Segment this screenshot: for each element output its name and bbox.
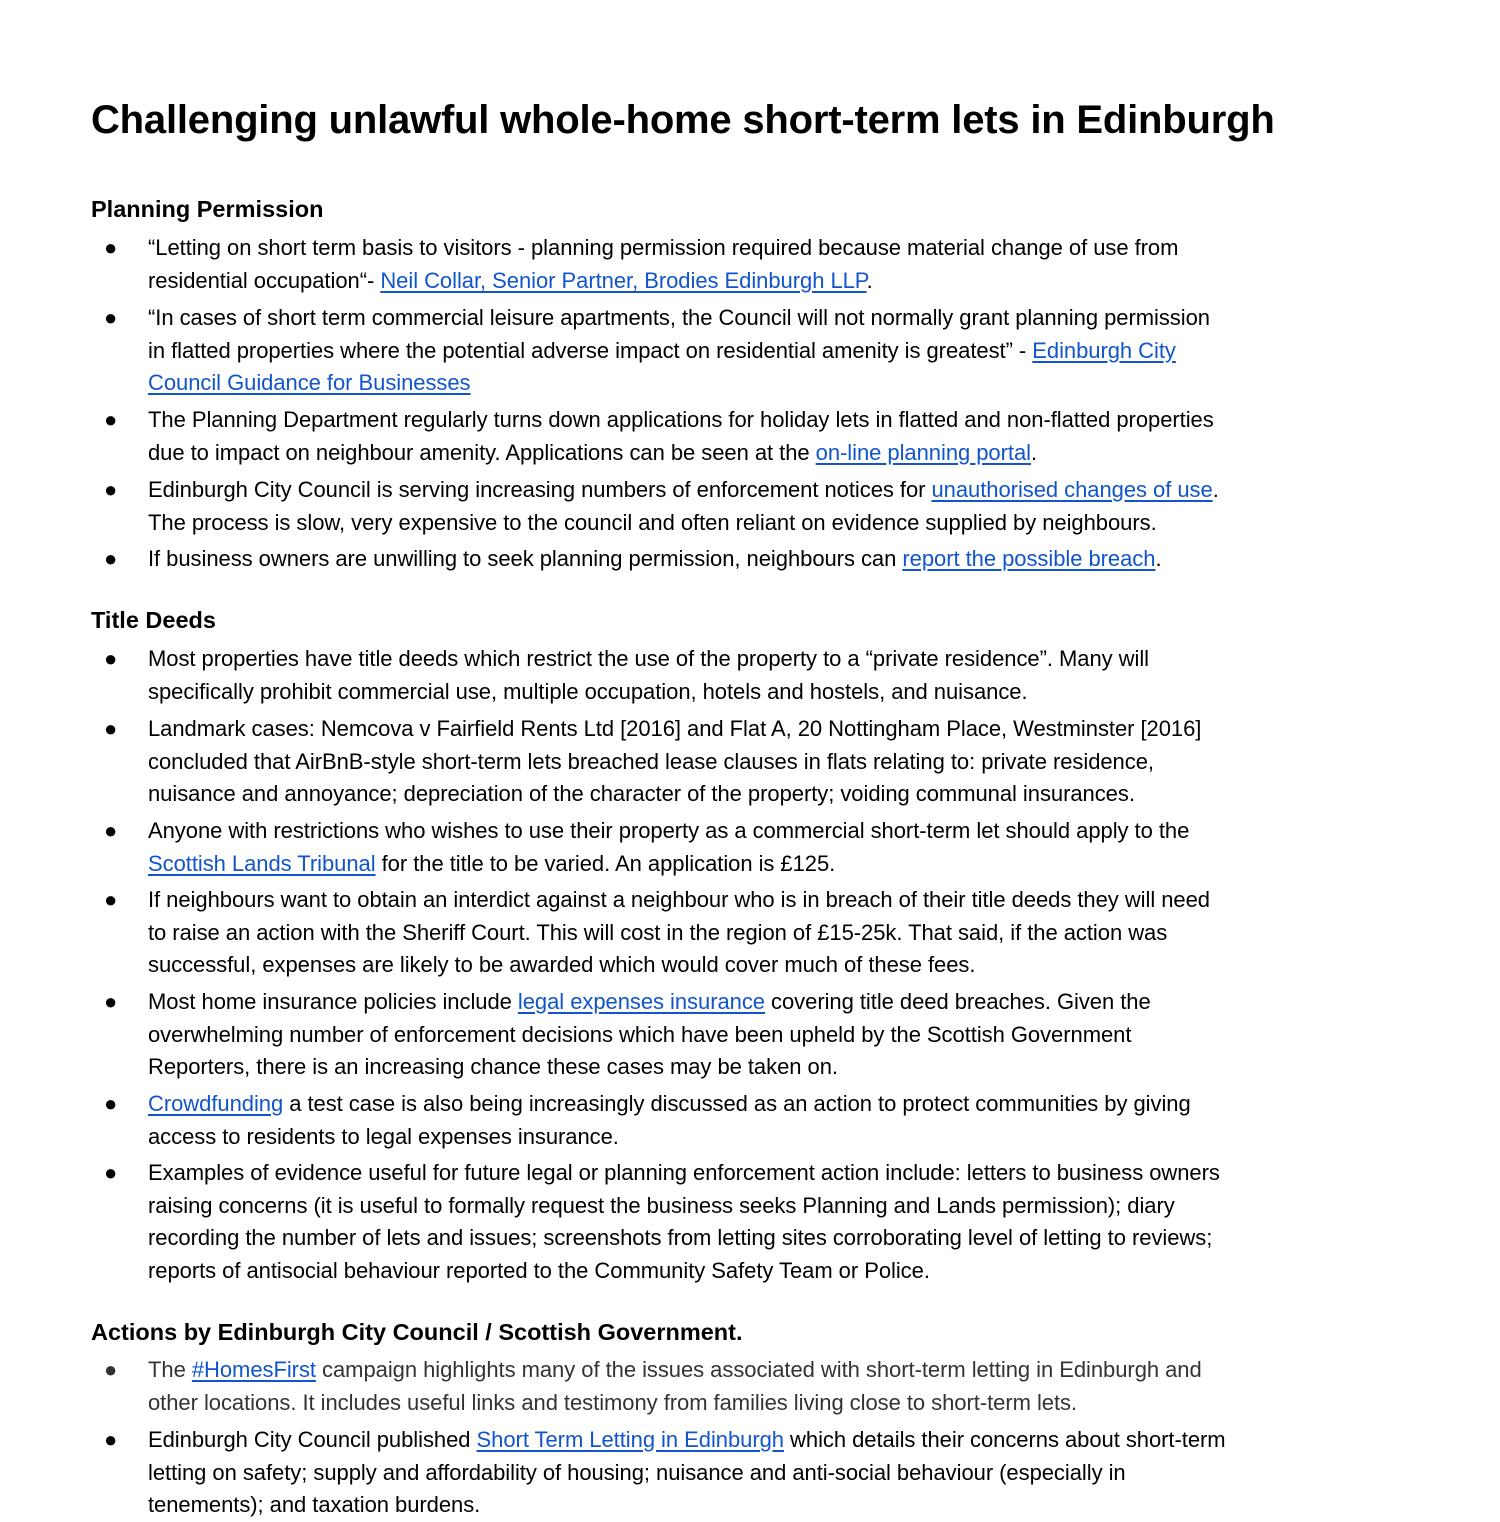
text-line: [148, 713, 1408, 746]
text-run: covering title deed breaches. Given the: [764, 989, 1151, 1014]
text-run: Most properties have title deeds which restrict the use of the property to a “private residence”. Many will: [148, 646, 1150, 671]
text-run: The process is slow, very expensive to the council and often reliant on evidence supplied by neighbours.: [148, 509, 1157, 535]
text-line: [148, 746, 1408, 779]
hyperlink[interactable]: legal expenses insurance: [517, 989, 765, 1014]
text-run: If neighbours want to obtain an interdict against a neighbour who is in breach of their title deeds they will need: [148, 887, 1210, 912]
text-run: Landmark cases: Nemcova v Fairfield Rents Ltd [2016] and Flat A, 20 Nottingham Place, Westminster [2016]: [148, 716, 1202, 741]
bullet-icon: ●: [104, 305, 118, 330]
text-run: recording the number of lets and issues; screenshots from letting sites corroborating level of letting to reviews;: [148, 1225, 1213, 1251]
hyperlink[interactable]: Neil Collar, Senior Partner, Brodies Edinburgh LLP: [380, 267, 867, 293]
text-line: [148, 367, 1408, 400]
text-run: access to residents to legal expenses insurance.: [148, 1123, 619, 1149]
list-item-text: [148, 815, 1408, 880]
list-item-text: [148, 1424, 1408, 1522]
text-line: [148, 437, 1408, 470]
text-line: [148, 1387, 1408, 1420]
hyperlink[interactable]: Crowdfunding: [148, 1091, 284, 1116]
page-title: Challenging unlawful whole-home short-term lets in Edinburgh: [91, 98, 1275, 142]
section-heading: Title Deeds: [91, 607, 216, 633]
text-run: If business owners are unwilling to seek planning permission, neighbours can: [148, 546, 903, 571]
text-line: [148, 1222, 1408, 1255]
text-line: [148, 676, 1408, 709]
hyperlink[interactable]: Short Term Letting in Edinburgh: [476, 1427, 784, 1452]
list-item-text: [148, 884, 1408, 982]
text-run: Examples of evidence useful for future legal or planning enforcement action include: letters to business owners: [148, 1160, 1220, 1185]
hyperlink[interactable]: unauthorised changes of use: [931, 477, 1213, 502]
text-line: [148, 1424, 1408, 1457]
text-line: [148, 474, 1408, 507]
text-run: Edinburgh City Council published: [148, 1427, 477, 1452]
text-run: residential occupation“-: [148, 267, 381, 293]
text-run: .: [866, 267, 873, 293]
text-line: [148, 884, 1408, 917]
list-item-text: [148, 404, 1408, 469]
text-line: [148, 848, 1408, 881]
text-run: “In cases of short term commercial leisure apartments, the Council will not normally grant planning permission: [148, 305, 1210, 330]
bullet-icon: ●: [104, 1357, 118, 1382]
list-item-text: [148, 1088, 1408, 1153]
text-line: [148, 1088, 1408, 1121]
text-run: concluded that AirBnB-style short-term lets breached lease clauses in flats relating to: private residence,: [148, 748, 1154, 774]
bullet-icon: ●: [104, 989, 118, 1014]
bullet-icon: ●: [104, 407, 118, 432]
text-line: [148, 302, 1408, 335]
text-run: Edinburgh City Council is serving increasing numbers of enforcement notices for: [148, 477, 932, 502]
text-run: campaign highlights many of the issues associated with short-term letting in Edinburgh and: [315, 1357, 1202, 1382]
text-run: tenements); and taxation burdens.: [148, 1492, 481, 1518]
text-line: [148, 543, 1408, 576]
text-run: in flatted properties where the potential adverse impact on residential amenity is greatest” -: [148, 337, 1033, 363]
text-run: other locations. It includes useful links and testimony from families living close to short-term lets.: [148, 1389, 1078, 1415]
text-line: [148, 1489, 1408, 1522]
section-heading: Planning Permission: [91, 196, 324, 222]
hyperlink[interactable]: Council Guidance for Businesses: [148, 370, 471, 396]
text-line: [148, 507, 1408, 540]
text-line: [148, 232, 1408, 265]
bullet-icon: ●: [104, 1160, 118, 1185]
bullet-icon: ●: [104, 646, 118, 671]
list-item-text: [148, 474, 1408, 539]
list-item-text: [148, 713, 1408, 811]
bullet-icon: ●: [104, 887, 118, 912]
text-line: [148, 335, 1408, 368]
text-run: “Letting on short term basis to visitors - planning permission required because material change of use from: [148, 235, 1179, 260]
text-run: Most home insurance policies include: [148, 989, 518, 1014]
bullet-icon: ●: [104, 477, 118, 502]
list-item-text: [148, 1354, 1408, 1419]
bullet-icon: ●: [104, 235, 118, 260]
list-item-text: [148, 986, 1408, 1084]
text-line: [148, 778, 1408, 811]
text-run: specifically prohibit commercial use, multiple occupation, hotels and hostels, and nuisance.: [148, 678, 1028, 704]
bullet-icon: ●: [104, 716, 118, 741]
list-item-text: [148, 543, 1408, 576]
text-line: [148, 815, 1408, 848]
text-line: [148, 1051, 1408, 1084]
text-line: [148, 1354, 1408, 1387]
text-run: a test case is also being increasingly discussed as an action to protect communities by giving: [283, 1091, 1191, 1116]
text-line: [148, 404, 1408, 437]
text-run: .: [1155, 546, 1162, 571]
text-line: [148, 986, 1408, 1019]
text-line: [148, 949, 1408, 982]
hyperlink[interactable]: report the possible breach: [902, 546, 1156, 571]
section-heading: Actions by Edinburgh City Council / Scottish Government.: [91, 1319, 743, 1345]
bullet-icon: ●: [104, 546, 118, 571]
bullet-icon: ●: [104, 1091, 118, 1116]
list-item-text: [148, 1157, 1408, 1288]
text-run: letting on safety; supply and affordability of housing; nuisance and anti-social behaviour (especially in: [148, 1459, 1126, 1485]
text-run: which details their concerns about short-term: [784, 1427, 1226, 1452]
text-run: Anyone with restrictions who wishes to use their property as a commercial short-term let should apply to the: [148, 818, 1190, 843]
text-run: raising concerns (it is useful to formally request the business seeks Planning and Lands permission); diary: [148, 1192, 1175, 1218]
text-run: overwhelming number of enforcement decisions which have been upheld by the Scottish Government: [148, 1021, 1132, 1047]
hyperlink[interactable]: #HomesFirst: [191, 1357, 316, 1382]
text-line: [148, 1457, 1408, 1490]
text-run: .: [1030, 439, 1038, 465]
text-run: successful, expenses are likely to be awarded which would cover much of these fees.: [148, 952, 976, 978]
text-line: [148, 265, 1408, 298]
list-item-text: [148, 643, 1408, 708]
text-line: [148, 1190, 1408, 1223]
text-line: [148, 1121, 1408, 1154]
text-line: [148, 1157, 1408, 1190]
text-run: Reporters, there is an increasing chance these cases may be taken on.: [148, 1054, 838, 1080]
hyperlink[interactable]: Scottish Lands Tribunal: [148, 850, 376, 876]
bullet-icon: ●: [104, 1427, 118, 1452]
text-line: [148, 1255, 1408, 1288]
text-run: The: [148, 1357, 192, 1382]
text-line: [148, 917, 1408, 950]
text-line: [148, 1019, 1408, 1052]
hyperlink[interactable]: on-line planning portal: [815, 439, 1031, 465]
text-run: nuisance and annoyance; depreciation of the character of the property; voiding communal insurances.: [148, 781, 1135, 807]
list-item-text: [148, 302, 1408, 400]
text-run: for the title to be varied. An application is £125.: [375, 850, 836, 876]
hyperlink[interactable]: Edinburgh City: [1032, 337, 1176, 363]
text-run: reports of antisocial behaviour reported to the Community Safety Team or Police.: [148, 1258, 930, 1284]
text-run: .: [1212, 477, 1219, 502]
text-line: [148, 643, 1408, 676]
text-run: to raise an action with the Sheriff Court. This will cost in the region of £15-25k. That said, if the action was: [148, 919, 1168, 945]
text-run: The Planning Department regularly turns down applications for holiday lets in flatted and non-flatted properties: [148, 407, 1214, 432]
bullet-icon: ●: [104, 818, 118, 843]
list-item-text: [148, 232, 1408, 297]
text-run: due to impact on neighbour amenity. Applications can be seen at the: [148, 439, 816, 465]
